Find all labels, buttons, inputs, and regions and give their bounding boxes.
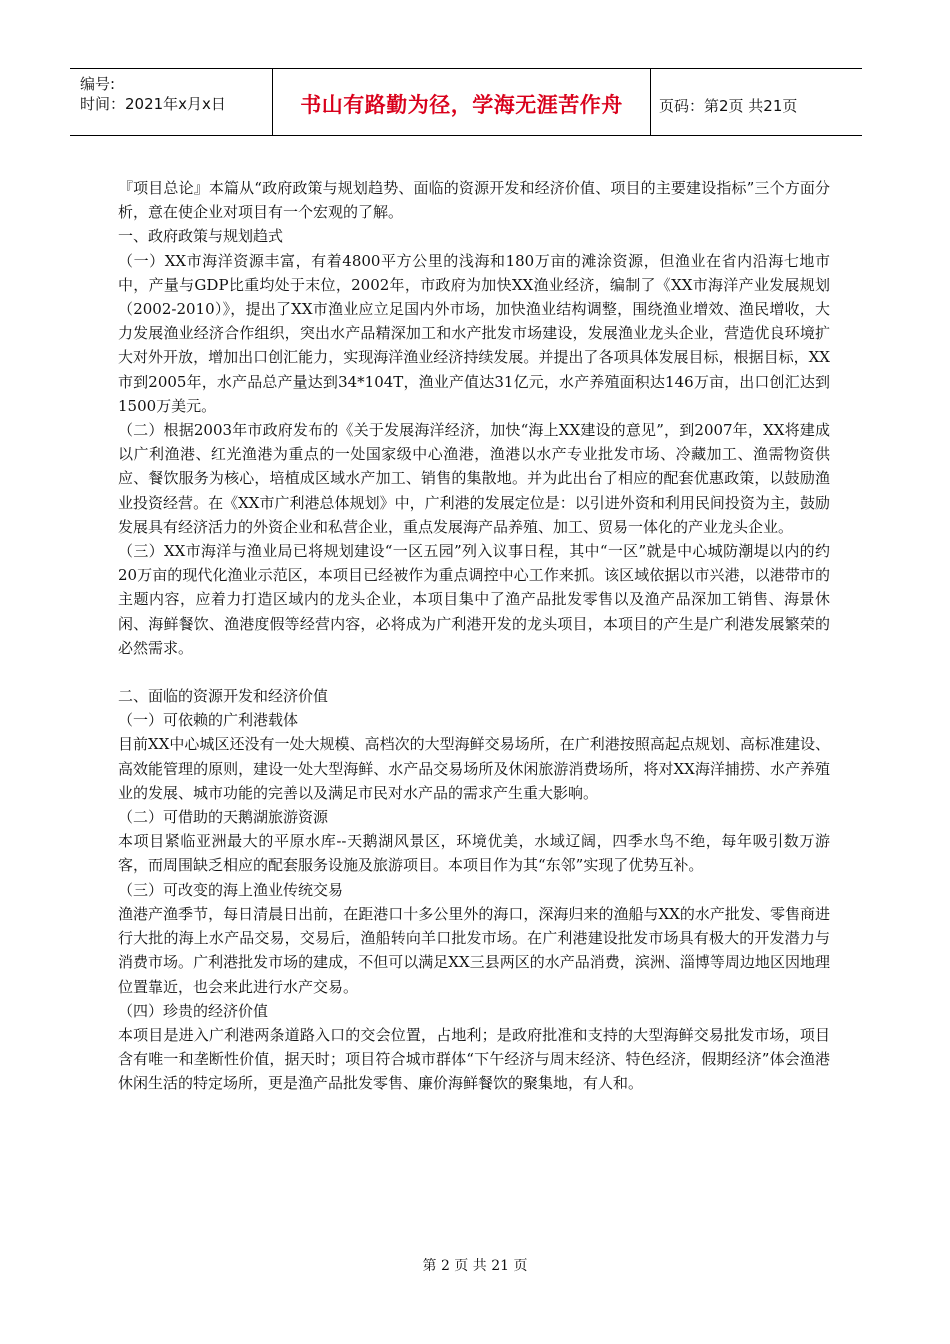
header-left-cell [70,69,273,135]
section-heading-2: 二、面临的资源开发和经济价值 [118,687,329,706]
document-header [70,68,862,136]
body-paragraph: （三）XX市海洋与渔业局已将规划建设“一区五园”列入议事日程，其中“一区”就是中心城防潮堤以内的约20万亩的现代化渔业示范区，本项目已经被作为重点调控中心工作来抓。该区域依据以市兴港，以港带市的主题内容，应着力打造区域内的龙头企业，本项目集中了渔产品批发零售以及渔产品深加工销售、海景休闲、海鲜餐饮、渔港度假等经营内容，必将成为广利港开发的龙头项目，本项目的产生是广利港发展繁荣的必然需求。 [118,542,830,657]
document-time-label: 时间：2021年x月x日 [80,95,226,113]
subsection-heading: （二）可借助的天鹅湖旅游资源 [118,808,329,827]
header-right-cell [651,69,862,135]
body-paragraph: （一）XX市海洋资源丰富，有着4800平方公里的浅海和180万亩的滩涂资源，但渔业在省内沿海七地市中，产量与GDP比重均处于末位，2002年，市政府为加快XX渔业经济，编制了《XX市海洋产业发展规划（2002-2010）》，提出了XX市渔业应立足国内外市场，加快渔业结构调整，围绕渔业增效、渔民增收，大力发展渔业经济合作组织，突出水产品精深加工和水产批发市场建设，发展渔业龙头企业，营造优良环境扩大对外开放，增加出口创汇能力，实现海洋渔业经济持续发展。并提出了各项具体发展目标，根据目标，XX市到2005年，水产品总产量达到34*104T，渔业产值达31亿元，水产养殖面积达146万亩，出口创汇达到1500万美元。 [118,251,830,415]
subsection-heading: （四）珍贵的经济价值 [118,1001,269,1020]
document-number-label: 编号: [80,75,116,93]
body-paragraph: 渔港产渔季节，每日清晨日出前，在距港口十多公里外的海口，深海归来的渔船与XX的水产批发、零售商进行大批的海上水产品交易，交易后，渔船转向羊口批发市场。在广利港建设批发市场具有极大的开发潜力与消费市场。广利港批发市场的建成，不但可以满足XX三县两区的水产品消费，滨洲、淄博等周边地区因地理位置靠近，也会来此进行水产交易。 [118,904,830,996]
subsection-heading: （一）可依赖的广利港载体 [118,711,299,730]
paragraph-gap [118,660,830,684]
intro-paragraph: 『项目总论』本篇从“政府政策与规划趋势、面临的资源开发和经济价值、项目的主要建设指标”三个方面分析，意在使企业对项目有一个宏观的了解。 [118,179,830,222]
subsection-heading: （三）可改变的海上渔业传统交易 [118,880,344,899]
page-footer: 第 2 页 共 21 页 [422,1258,528,1274]
body-paragraph: 目前XX中心城区还没有一处大规模、高档次的大型海鲜交易场所，在广利港按照高起点规划、高标准建设、高效能管理的原则，建设一处大型海鲜、水产品交易场所及休闲旅游消费场所，将对XX海洋捕捞、水产养殖业的发展、城市功能的完善以及满足市民对水产品的需求产生重大影响。 [118,735,830,802]
header-motto: 书山有路勤为径，学海无涯苦作舟 [300,93,623,117]
body-paragraph: （二）根据2003年市政府发布的《关于发展海洋经济，加快“海上XX建设的意见”，到2007年，XX将建成以广利渔港、红光渔港为重点的一处国家级中心渔港，渔港以水产专业批发市场、冷藏加工、渔需物资供应、餐饮服务为核心，培植成区域水产加工、销售的集散地。并为此出台了相应的配套优惠政策，以鼓励渔业投资经营。在《XX市广利港总体规划》中，广利港的发展定位是：以引进外资和利用民间投资为主，鼓励发展具有经济活力的外资企业和私营企业，重点发展海产品养殖、加工、贸易一体化的产业龙头企业。 [118,421,830,536]
document-body [118,176,830,1096]
section-heading-1: 一、政府政策与规划趋式 [118,227,284,246]
body-paragraph: 本项目是进入广利港两条道路入口的交会位置，占地利；是政府批准和支持的大型海鲜交易批发市场，项目含有唯一和垄断性价值，据天时；项目符合城市群体“下午经济与周末经济、特色经济，假期经济”体会渔港休闲生活的特定场所，更是渔产品批发零售、廉价海鲜餐饮的聚集地，有人和。 [118,1025,830,1093]
body-paragraph: 本项目紧临亚洲最大的平原水库--天鹅湖风景区，环境优美，水域辽阔，四季水鸟不绝，每年吸引数万游客，而周围缺乏相应的配套服务设施及旅游项目。本项目作为其“东邻”实现了优势互补。 [118,832,830,875]
header-page-info: 页码：第2页 共21页 [659,97,798,115]
header-middle-cell [273,69,651,135]
